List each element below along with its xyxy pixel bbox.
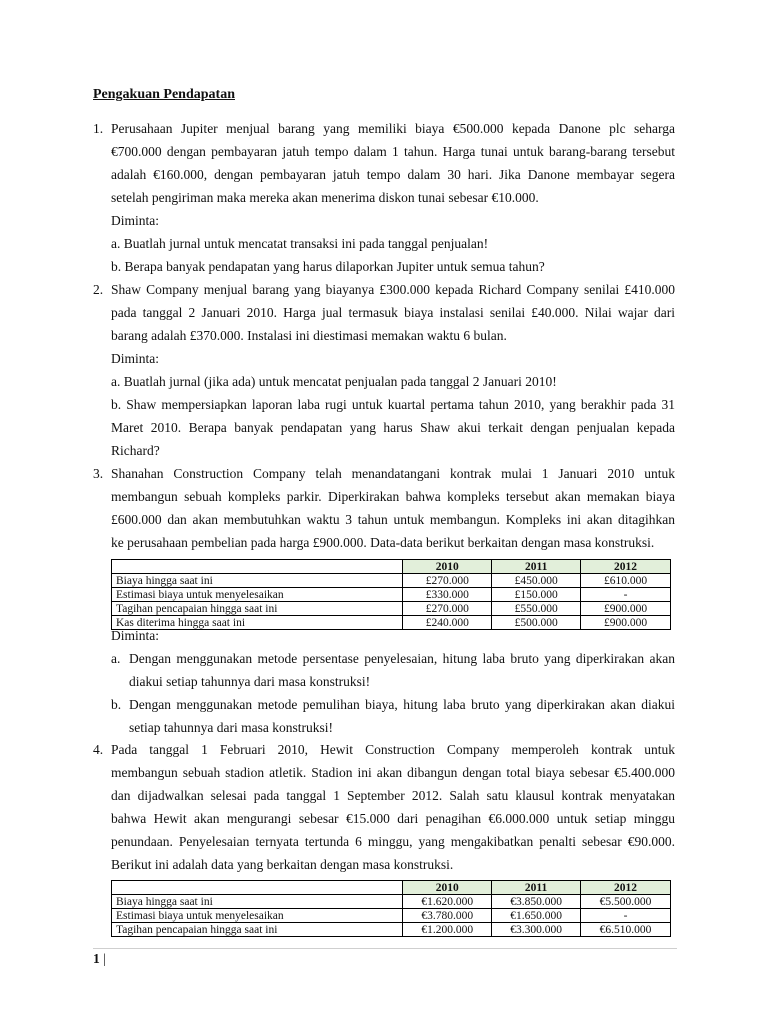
sub-question-label: b. xyxy=(111,697,122,712)
paragraph-line: ke perusahaan pembelian pada harga £900.000. Data-data berikut berkaitan dengan masa konstruksi. xyxy=(111,535,655,550)
paragraph-line: dan dijadwalkan selesai pada tanggal 1 September 2012. Salah satu klausul kontrak menyatakan xyxy=(111,788,675,803)
table-header-cell: 2011 xyxy=(492,881,581,895)
sub-question-line: diakui setiap tahunnya dari masa konstruksi! xyxy=(129,674,371,689)
table-row xyxy=(112,588,671,602)
paragraph-line: setelah pengiriman maka mereka akan menerima diskon tunai sebesar €10.000. xyxy=(111,190,539,205)
table-cell: £500.000 xyxy=(492,616,581,630)
table-row xyxy=(112,602,671,616)
question-number: 4. xyxy=(93,742,104,757)
sub-question-b-line: Maret 2010. Berapa banyak pendapatan yang harus Shaw akui terkait dengan penjualan kepada xyxy=(111,420,675,435)
table-cell: Biaya hingga saat ini xyxy=(112,895,403,909)
paragraph-line: penundaan. Penyelesaian ternyata tertunda 6 minggu, yang mengakibatkan penalti sebesar €90.000. xyxy=(111,834,675,849)
table-header-cell: 2010 xyxy=(403,560,492,574)
question-3 xyxy=(93,462,675,554)
table-header-cell xyxy=(112,560,403,574)
page-title: Pengakuan Pendapatan xyxy=(93,87,235,102)
table-cell: Estimasi biaya untuk menyelesaikan xyxy=(112,909,403,923)
table-cell: £610.000 xyxy=(581,574,671,588)
table-cell: £900.000 xyxy=(581,616,671,630)
table-cell: £330.000 xyxy=(403,588,492,602)
table-cell: €3.850.000 xyxy=(492,895,581,909)
table-cell: - xyxy=(581,909,671,923)
footer-divider xyxy=(93,948,677,949)
table-cell: Estimasi biaya untuk menyelesaikan xyxy=(112,588,403,602)
table-cell: Kas diterima hingga saat ini xyxy=(112,616,403,630)
diminta-label: Diminta: xyxy=(111,628,159,643)
table-row xyxy=(112,909,671,923)
sub-question-line: Dengan menggunakan metode persentase penyelesaian, hitung laba bruto yang diperkirakan akan xyxy=(129,651,675,666)
paragraph-line: Perusahaan Jupiter menjual barang yang memiliki biaya €500.000 kepada Danone plc seharga xyxy=(111,121,675,136)
table-header-cell: 2010 xyxy=(403,881,492,895)
table-cell: £270.000 xyxy=(403,602,492,616)
table-row xyxy=(112,923,671,937)
paragraph-line: membangun sebuah stadion atletik. Stadion ini akan dibangun dengan total biaya sebesar €5.400.000 xyxy=(111,765,675,780)
paragraph-line: £600.000 dan akan membutuhkan waktu 3 tahun untuk membangun. Kompleks ini akan ditagihkan xyxy=(111,512,675,527)
table-header-cell: 2012 xyxy=(581,881,671,895)
table-cell: €1.200.000 xyxy=(403,923,492,937)
sub-question-a xyxy=(111,647,675,693)
table-header-cell: 2011 xyxy=(492,560,581,574)
table-cell: €3.780.000 xyxy=(403,909,492,923)
table-cell: £900.000 xyxy=(581,602,671,616)
paragraph-line: Shanahan Construction Company telah menandatangani kontrak mulai 1 Januari 2010 untuk xyxy=(111,466,675,481)
table-cell: Tagihan pencapaian hingga saat ini xyxy=(112,923,403,937)
question-number: 1. xyxy=(93,121,104,136)
sub-question-label: a. xyxy=(111,651,121,666)
table-cell: €6.510.000 xyxy=(581,923,671,937)
table-header-cell: 2012 xyxy=(581,560,671,574)
footer-separator: | xyxy=(103,951,106,966)
question-4 xyxy=(93,738,675,876)
question-2 xyxy=(93,278,675,462)
paragraph-line: Pada tanggal 1 Februari 2010, Hewit Construction Company memperoleh kontrak untuk xyxy=(111,742,675,757)
table-row xyxy=(112,574,671,588)
table-cell: £450.000 xyxy=(492,574,581,588)
sub-question-b-line: b. Shaw mempersiapkan laporan laba rugi untuk kuartal pertama tahun 2010, yang berakhir pada 31 xyxy=(111,397,675,412)
table-header-cell xyxy=(112,881,403,895)
question-number: 3. xyxy=(93,466,104,481)
paragraph-line: bahwa Hewit akan mengurangi sebesar €15.000 dari penagihan €6.000.000 untuk setiap minggu xyxy=(111,811,675,826)
construction-data-table-1 xyxy=(111,559,671,630)
table-header-row xyxy=(112,560,671,574)
paragraph-line: pada tanggal 2 Januari 2010. Harga jual termasuk biaya instalasi senilai £40.000. Nilai wajar dari xyxy=(111,305,675,320)
sub-question-line: setiap tahunnya dari masa konstruksi! xyxy=(129,720,333,735)
page-footer xyxy=(93,951,106,967)
sub-question-b xyxy=(111,693,675,739)
construction-data-table-2 xyxy=(111,880,671,937)
page-number: 1 xyxy=(93,951,100,966)
table-cell: £270.000 xyxy=(403,574,492,588)
paragraph-line: membangun sebuah kompleks parkir. Diperkirakan bahwa kompleks tersebut akan memakan biaya xyxy=(111,489,675,504)
question-number: 2. xyxy=(93,282,104,297)
table-cell: €1.620.000 xyxy=(403,895,492,909)
paragraph-line: barang adalah £370.000. Instalasi ini diestimasi memakan waktu 6 bulan. xyxy=(111,328,507,343)
sub-question-line: Dengan menggunakan metode pemulihan biaya, hitung laba bruto yang diperkirakan akan diakui xyxy=(129,697,675,712)
table-cell: €1.650.000 xyxy=(492,909,581,923)
table-cell: Tagihan pencapaian hingga saat ini xyxy=(112,602,403,616)
table-cell: €3.300.000 xyxy=(492,923,581,937)
sub-question-b-line: Richard? xyxy=(111,443,160,458)
table-cell: £240.000 xyxy=(403,616,492,630)
table-cell: £150.000 xyxy=(492,588,581,602)
question-1 xyxy=(93,117,675,278)
question-3-requirements xyxy=(93,624,675,739)
sub-question-a: a. Buatlah jurnal untuk mencatat transaksi ini pada tanggal penjualan! xyxy=(111,236,489,251)
diminta-label: Diminta: xyxy=(111,351,159,366)
table-cell: - xyxy=(581,588,671,602)
table-cell: €5.500.000 xyxy=(581,895,671,909)
table-cell: Biaya hingga saat ini xyxy=(112,574,403,588)
paragraph-line: adalah €160.000, dengan pembayaran jatuh tempo dalam 30 hari. Jika Danone membayar segera xyxy=(111,167,675,182)
paragraph-line: €700.000 dengan pembayaran jatuh tempo dalam 1 tahun. Harga tunai untuk barang-barang tersebut xyxy=(111,144,675,159)
paragraph-line: Shaw Company menjual barang yang biayanya £300.000 kepada Richard Company senilai £410.000 xyxy=(111,282,675,297)
sub-question-b: b. Berapa banyak pendapatan yang harus dilaporkan Jupiter untuk semua tahun? xyxy=(111,259,545,274)
paragraph-line: Berikut ini adalah data yang berkaitan dengan masa konstruksi. xyxy=(111,857,454,872)
sub-question-a: a. Buatlah jurnal (jika ada) untuk mencatat penjualan pada tanggal 2 Januari 2010! xyxy=(111,374,557,389)
diminta-label: Diminta: xyxy=(111,213,159,228)
table-row xyxy=(112,895,671,909)
table-cell: £550.000 xyxy=(492,602,581,616)
table-header-row xyxy=(112,881,671,895)
